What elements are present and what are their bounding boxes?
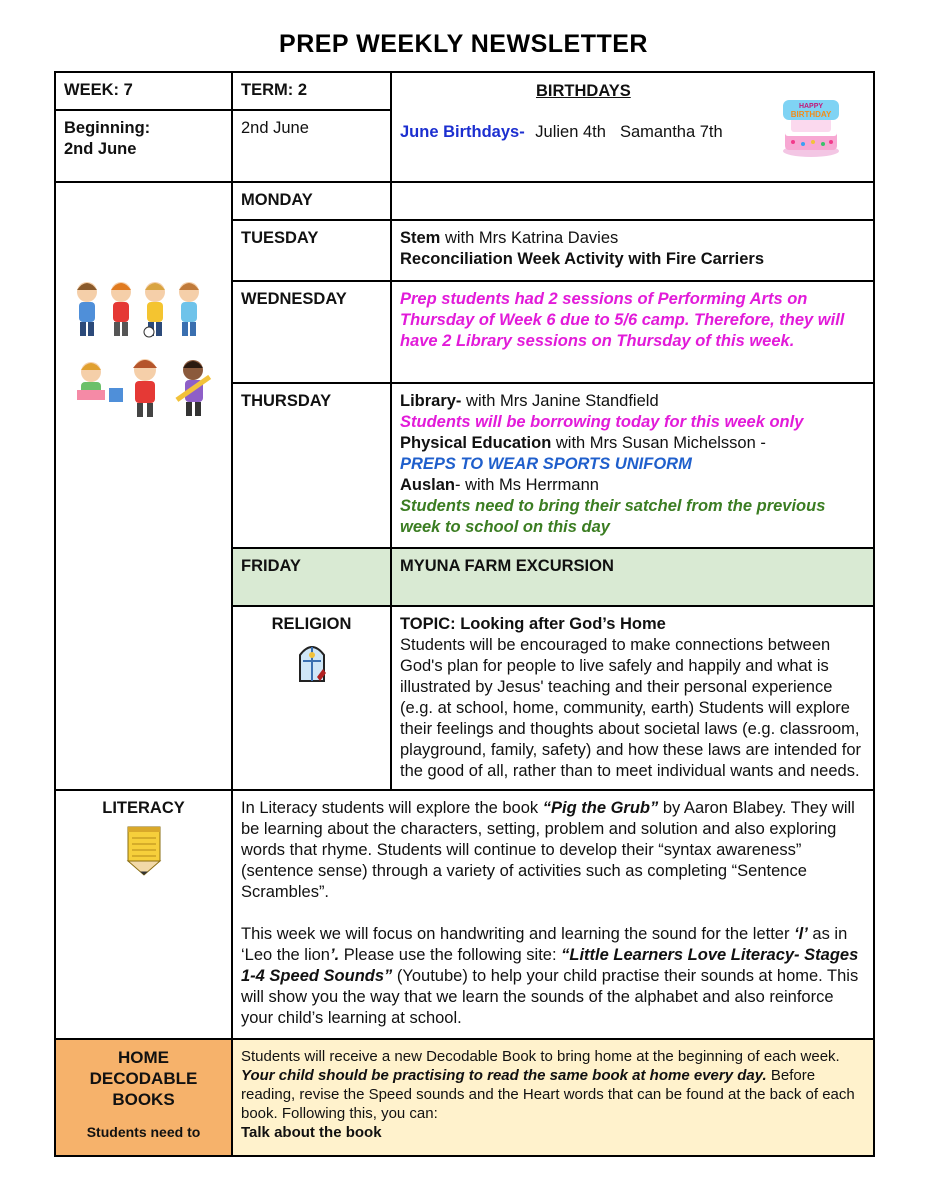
cake-text-happy: HAPPY <box>798 103 824 110</box>
child-figure <box>175 360 211 416</box>
auslan-label: Auslan <box>400 476 456 494</box>
cake-text-birthday: BIRTHDAY <box>790 110 832 119</box>
child-figure <box>77 362 123 402</box>
kids-image-cell <box>55 182 232 790</box>
newsletter-table <box>54 71 875 1157</box>
religion-text: Students will be encouraged to make connections between God's plan for people to live safely and happily and what is illustrated by Jesus' teaching and their personal experience (e.g. at school, home, community, earth) Students will explore their feelings and thoughts about societal laws (e.g. classroom, playground, family, safety) and how these laws are intended for the good of all, rather than to meet individual wants and needs. <box>400 636 862 780</box>
religion-label-cell <box>232 606 391 790</box>
june-birthdays-label: June Birthdays- <box>400 123 525 141</box>
religion-topic: TOPIC: Looking after God’s Home <box>400 615 666 633</box>
birthdays-heading: BIRTHDAYS <box>536 82 631 100</box>
book-title: “Pig the Grub” <box>542 799 659 817</box>
literacy-label: LITERACY <box>102 799 185 817</box>
home-books-content: Students will receive a new Decodable Book to bring home at the beginning of each week. Your child should be practising to read the same book at home every day. Before reading, revise the Speed sounds and the Heart words that can be found at the back of each book. Following this, you can: Talk about the book <box>232 1039 874 1156</box>
birthday-name: Julien 4th <box>535 123 606 141</box>
child-figure <box>111 282 131 336</box>
library-label: Library- <box>400 392 462 410</box>
beginning-label: Beginning: <box>64 119 151 137</box>
home-books-sublabel: Students need to <box>86 1124 201 1140</box>
literacy-paragraph-2: This week we will focus on handwriting and learning the sound for the letter ‘l’ as in ‘Leo the lion’. Please use the following site: “Little Learners Love Literacy- Stages 1-4 Speed Sounds” (Youtube) to help your child practise their sounds at home. This will show you the way that we learn the sounds of the alphabet and also reinforce your child’s learning at school. <box>241 925 859 1027</box>
birthday-list <box>400 122 723 143</box>
literacy-label-cell <box>55 790 232 1039</box>
day-label-tuesday: TUESDAY <box>232 220 391 281</box>
satchel-note: Students need to bring their satchel from the previous week to school on this day <box>400 497 826 536</box>
beginning-date: 2nd June <box>64 140 137 158</box>
literacy-content <box>232 790 874 1039</box>
home-books-label-cell <box>55 1039 232 1156</box>
library-teacher: with Mrs Janine Standfield <box>461 392 659 410</box>
pencil-icon <box>125 825 163 879</box>
reconciliation-activity: Reconciliation Week Activity with Fire Carriers <box>400 250 765 268</box>
speed-sounds-site: “Little Learners Love Literacy- Stages 1-4 Speed Sounds” <box>241 946 859 985</box>
child-figure <box>179 282 199 336</box>
friday-activity: MYUNA FARM EXCURSION <box>391 548 874 606</box>
letter-of-week: ‘l’ <box>794 925 808 943</box>
monday-activity <box>391 182 874 220</box>
beginning-cell <box>55 110 232 182</box>
pe-label: Physical Education <box>400 434 552 452</box>
week-cell: WEEK: 7 <box>55 72 232 110</box>
day-label-monday: MONDAY <box>232 182 391 220</box>
term-cell: TERM: 2 <box>232 72 391 110</box>
stem-label: Stem <box>400 229 441 247</box>
stained-glass-window-icon <box>297 641 327 683</box>
child-figure <box>144 282 165 337</box>
day-label-wednesday: WEDNESDAY <box>232 281 391 383</box>
child-figure <box>133 359 157 417</box>
day-label-thursday: THURSDAY <box>232 383 391 548</box>
birthday-name: Samantha 7th <box>619 123 723 141</box>
sports-uniform-note: PREPS TO WEAR SPORTS UNIFORM <box>400 455 692 473</box>
pe-teacher: with Mrs Susan Michelsson - <box>551 434 766 452</box>
practise-note: Your child should be practising to read the same book at home every day. <box>241 1067 767 1084</box>
stem-teacher: with Mrs Katrina Davies <box>440 229 619 247</box>
auslan-teacher: - with Ms Herrmann <box>455 476 599 494</box>
newsletter-title: PREP WEEKLY NEWSLETTER <box>279 30 648 58</box>
talk-about-book: Talk about the book <box>241 1124 382 1141</box>
child-figure <box>77 282 97 336</box>
children-illustration <box>69 278 219 426</box>
thursday-activity <box>391 383 874 548</box>
birthday-cake-icon <box>779 96 843 160</box>
literacy-paragraph-1: In Literacy students will explore the book “Pig the Grub” by Aaron Blabey. They will be learning about the characters, setting, problem and solution and also exploring words that rhyme. Students will continue to develop their “syntax awareness” (sentence sense) through a variety of activities such as completing “Sentence Scrambles”. <box>241 799 855 901</box>
religion-content <box>391 606 874 790</box>
term-date-cell: 2nd June <box>232 110 391 182</box>
library-note: Students will be borrowing today for this week only <box>400 413 804 431</box>
wednesday-note: Prep students had 2 sessions of Performing Arts on Thursday of Week 6 due to 5/6 camp. Therefore, they will have 2 Library sessions on Thursday of this week. <box>391 281 874 383</box>
religion-label: RELIGION <box>271 615 352 633</box>
birthdays-cell <box>391 72 874 182</box>
tuesday-activity <box>391 220 874 281</box>
home-books-label: HOME DECODABLE BOOKS <box>89 1048 198 1109</box>
day-label-friday: FRIDAY <box>232 548 391 606</box>
